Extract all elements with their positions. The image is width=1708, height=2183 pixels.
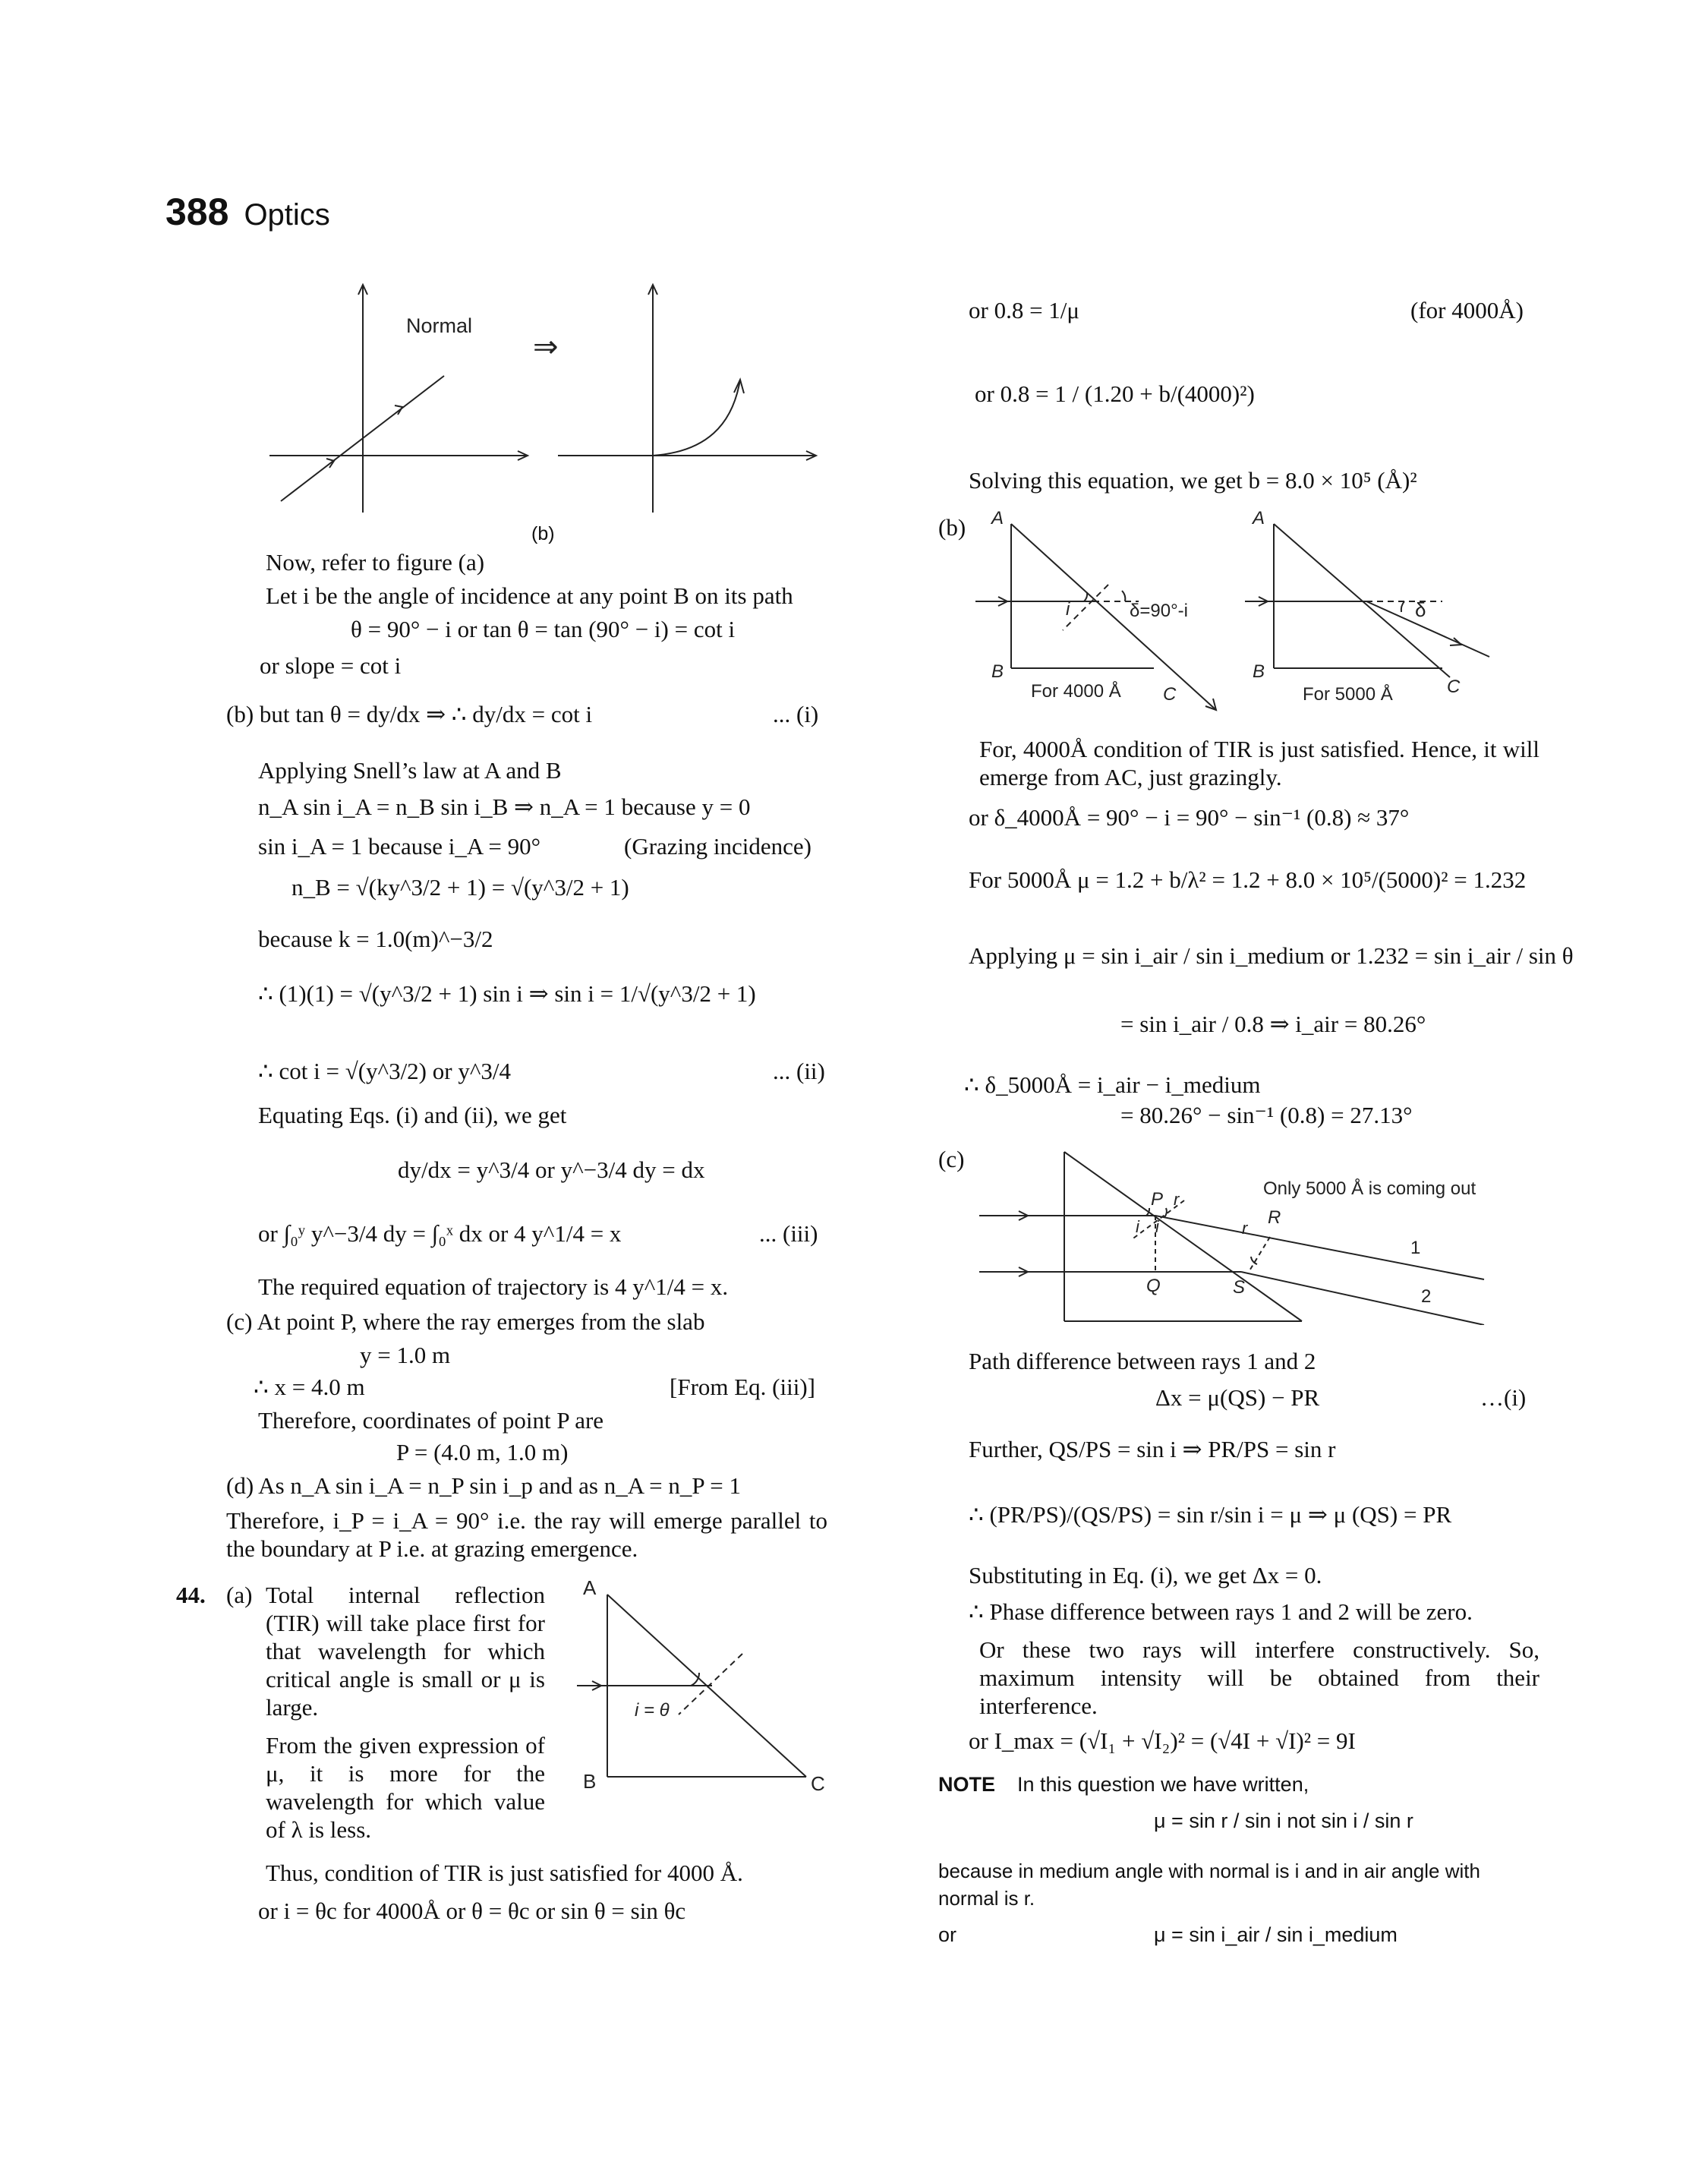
text-paragraph: Or these two rays will interfere constructively. So, maximum intensity will be obtained from their interference.	[979, 1636, 1539, 1719]
normal-label: Normal	[406, 314, 473, 337]
equation: ∴ (PR/PS)/(QS/PS) = sin r/sin i = μ ⇒ μ (QS) = PR	[969, 1501, 1452, 1528]
equation: For 5000Å μ = 1.2 + b/λ² = 1.2 + 8.0 × 10⁵/(5000)² = 1.232	[969, 866, 1527, 893]
equation: θ = 90° − i or tan θ = tan (90° − i) = cot i	[351, 616, 736, 642]
text-line: Solving this equation, we get b = 8.0 × 10⁵ (Å)²	[969, 467, 1417, 494]
text-line: Applying Snell’s law at A and B	[258, 757, 562, 784]
text-line: (c) At point P, where the ray emerges from the slab	[226, 1308, 705, 1335]
equation: dy/dx = y^3/4 or y^−3/4 dy = dx	[398, 1156, 705, 1183]
note-explanation: because in medium angle with normal is i and in air angle with normal is r.	[938, 1860, 1480, 1910]
prism-figure-4000	[577, 1579, 835, 1800]
vertex-B: B	[991, 661, 1004, 682]
angle-r-label: r	[1174, 1190, 1180, 1209]
text-line: Equating Eqs. (i) and (ii), we get	[258, 1102, 567, 1128]
equation: Applying μ = sin i_air / sin i_medium or 1.232 = sin i_air / sin θ	[969, 942, 1574, 969]
equation: or ∫₀ʸ y^−3/4 dy = ∫₀ˣ dx or 4 y^1/4 = x	[258, 1220, 622, 1247]
equation-note: (for 4000Å)	[1410, 297, 1524, 323]
equation: n_A sin i_A = n_B sin i_B ⇒ n_A = 1 because y = 0	[258, 793, 751, 820]
equation-reference: [From Eq. (iii)]	[670, 1374, 815, 1400]
page-title: Optics	[244, 198, 330, 232]
emergent-ray-2	[1241, 1272, 1484, 1325]
equation: or 0.8 = 1 / (1.20 + b/(4000)²)	[975, 380, 1255, 407]
text-line: Path difference between rays 1 and 2	[969, 1348, 1316, 1374]
note-formula: μ = sin r / sin i not sin i / sin r	[1154, 1809, 1413, 1832]
text-line: Let i be the angle of incidence at any point B on its path	[266, 582, 793, 609]
vertex-B-2: B	[1253, 661, 1265, 682]
equation: ∴ (1)(1) = √(y^3/2 + 1) sin i ⇒ sin i = 1/√(y^3/2 + 1)	[258, 980, 756, 1007]
figure-note: Only 5000 Å is coming out	[1263, 1178, 1476, 1199]
prism-figure-pair	[964, 501, 1495, 714]
caption-5000: For 5000 Å	[1303, 684, 1393, 705]
interference-figure	[979, 1143, 1526, 1325]
vertex-A-2: A	[1253, 508, 1265, 528]
point-R: R	[1268, 1207, 1281, 1228]
equation-label: ... (i)	[773, 701, 819, 727]
equation: or slope = cot i	[260, 652, 402, 679]
page-header	[165, 190, 330, 234]
normal-line	[679, 1654, 742, 1715]
angle-i-label-2: i	[1155, 1217, 1159, 1236]
vertex-C: C	[1163, 684, 1177, 705]
equation: sin i_A = 1 because i_A = 90°	[258, 833, 540, 860]
equation: Δx = μ(QS) − PR	[1155, 1384, 1320, 1411]
equation: = sin i_air / 0.8 ⇒ i_air = 80.26°	[1120, 1011, 1426, 1037]
note-label: NOTE	[938, 1773, 996, 1796]
page-number: 388	[165, 191, 229, 233]
equation: or I_max = (√I₁ + √I₂)² = (√4I + √I)² = 9I	[969, 1727, 1356, 1754]
question-part-label: (a)	[226, 1582, 253, 1608]
equation: or 0.8 = 1/μ	[969, 297, 1080, 323]
equation: (b) but tan θ = dy/dx ⇒ ∴ dy/dx = cot i	[226, 701, 593, 727]
angle-i-label: i	[1136, 1217, 1139, 1236]
caption-4000: For 4000 Å	[1031, 681, 1121, 702]
figure-caption-b: (b)	[531, 523, 555, 544]
equation: y = 1.0 m	[360, 1342, 451, 1368]
figure-part-label: (c)	[938, 1146, 965, 1172]
trajectory-figure	[258, 273, 835, 547]
vertex-A: A	[583, 1579, 597, 1599]
question-number: 44.	[176, 1582, 206, 1608]
deviation-label-4000: δ=90°-i	[1130, 601, 1188, 621]
figure-part-label: (b)	[938, 514, 966, 541]
equation: ∴ δ_5000Å = i_air − i_medium	[964, 1071, 1261, 1098]
curved-trajectory	[653, 380, 740, 456]
angle-label: i = θ	[635, 1700, 670, 1721]
vertex-C: C	[811, 1772, 825, 1795]
emergent-ray-5000	[1366, 601, 1489, 657]
vertex-A: A	[991, 508, 1004, 528]
text-line: Substituting in Eq. (i), we get Δx = 0.	[969, 1562, 1322, 1588]
q44-paragraph-1: Total internal reflection (TIR) will take place first for that wavelength for which critical angle is small or μ is large.	[266, 1582, 545, 1721]
point-S: S	[1233, 1277, 1246, 1298]
point-P: P	[1151, 1189, 1164, 1210]
equation-label: ... (ii)	[773, 1058, 825, 1084]
equation: because k = 1.0(m)^−3/2	[258, 926, 493, 952]
deviation-label-5000: δ	[1415, 598, 1426, 621]
note-line-1: In this question we have written,	[1017, 1773, 1309, 1796]
equation: n_B = √(ky^3/2 + 1) = √(y^3/2 + 1)	[291, 874, 629, 901]
text-line: The required equation of trajectory is 4 y^1/4 = x.	[258, 1273, 729, 1300]
note-or: or	[938, 1923, 957, 1946]
equation: P = (4.0 m, 1.0 m)	[396, 1439, 569, 1465]
angle-i-label: i	[1066, 599, 1070, 620]
text-line: Therefore, coordinates of point P are	[258, 1407, 604, 1434]
equation: or i = θc for 4000Å or θ = θc or sin θ = sin θc	[258, 1898, 686, 1924]
point-Q: Q	[1146, 1276, 1161, 1296]
text-line: Now, refer to figure (a)	[266, 549, 485, 576]
text-paragraph: Therefore, i_P = i_A = 90° i.e. the ray will emerge parallel to the boundary at P i.e. at grazing emergence.	[226, 1507, 827, 1562]
equation: Further, QS/PS = sin i ⇒ PR/PS = sin r	[969, 1436, 1336, 1462]
vertex-C-2: C	[1447, 677, 1461, 697]
ray-1-label: 1	[1410, 1238, 1421, 1258]
note-formula-2: μ = sin i_air / sin i_medium	[1154, 1923, 1398, 1946]
ray-2-label: 2	[1421, 1286, 1432, 1307]
text-line: Thus, condition of TIR is just satisfied for 4000 Å.	[266, 1860, 743, 1886]
equation: (d) As n_A sin i_A = n_P sin i_p and as n_A = n_P = 1	[226, 1472, 741, 1499]
text-paragraph: For, 4000Å condition of TIR is just satisfied. Hence, it will emerge from AC, just grazingly.	[979, 736, 1539, 790]
vertex-B: B	[583, 1770, 597, 1793]
equation: ∴ cot i = √(y^3/2) or y^3/4	[258, 1058, 511, 1084]
equation-label: …(i)	[1480, 1384, 1527, 1411]
equation: ∴ x = 4.0 m	[254, 1374, 365, 1400]
equation-label: ... (iii)	[759, 1220, 818, 1247]
angle-r-label-2: r	[1242, 1219, 1248, 1238]
emergent-ray-1	[1155, 1216, 1484, 1279]
equation: or δ_4000Å = 90° − i = 90° − sin⁻¹ (0.8) ≈ 37°	[969, 804, 1410, 831]
text-line: ∴ Phase difference between rays 1 and 2 will be zero.	[969, 1598, 1473, 1625]
q44-paragraph-2: From the given expression of μ, it is more for the wavelength for which value of λ is less.	[266, 1732, 545, 1843]
equation: = 80.26° − sin⁻¹ (0.8) = 27.13°	[1120, 1102, 1413, 1128]
implies-arrow: ⇒	[533, 330, 559, 364]
equation-note: (Grazing incidence)	[624, 833, 812, 860]
